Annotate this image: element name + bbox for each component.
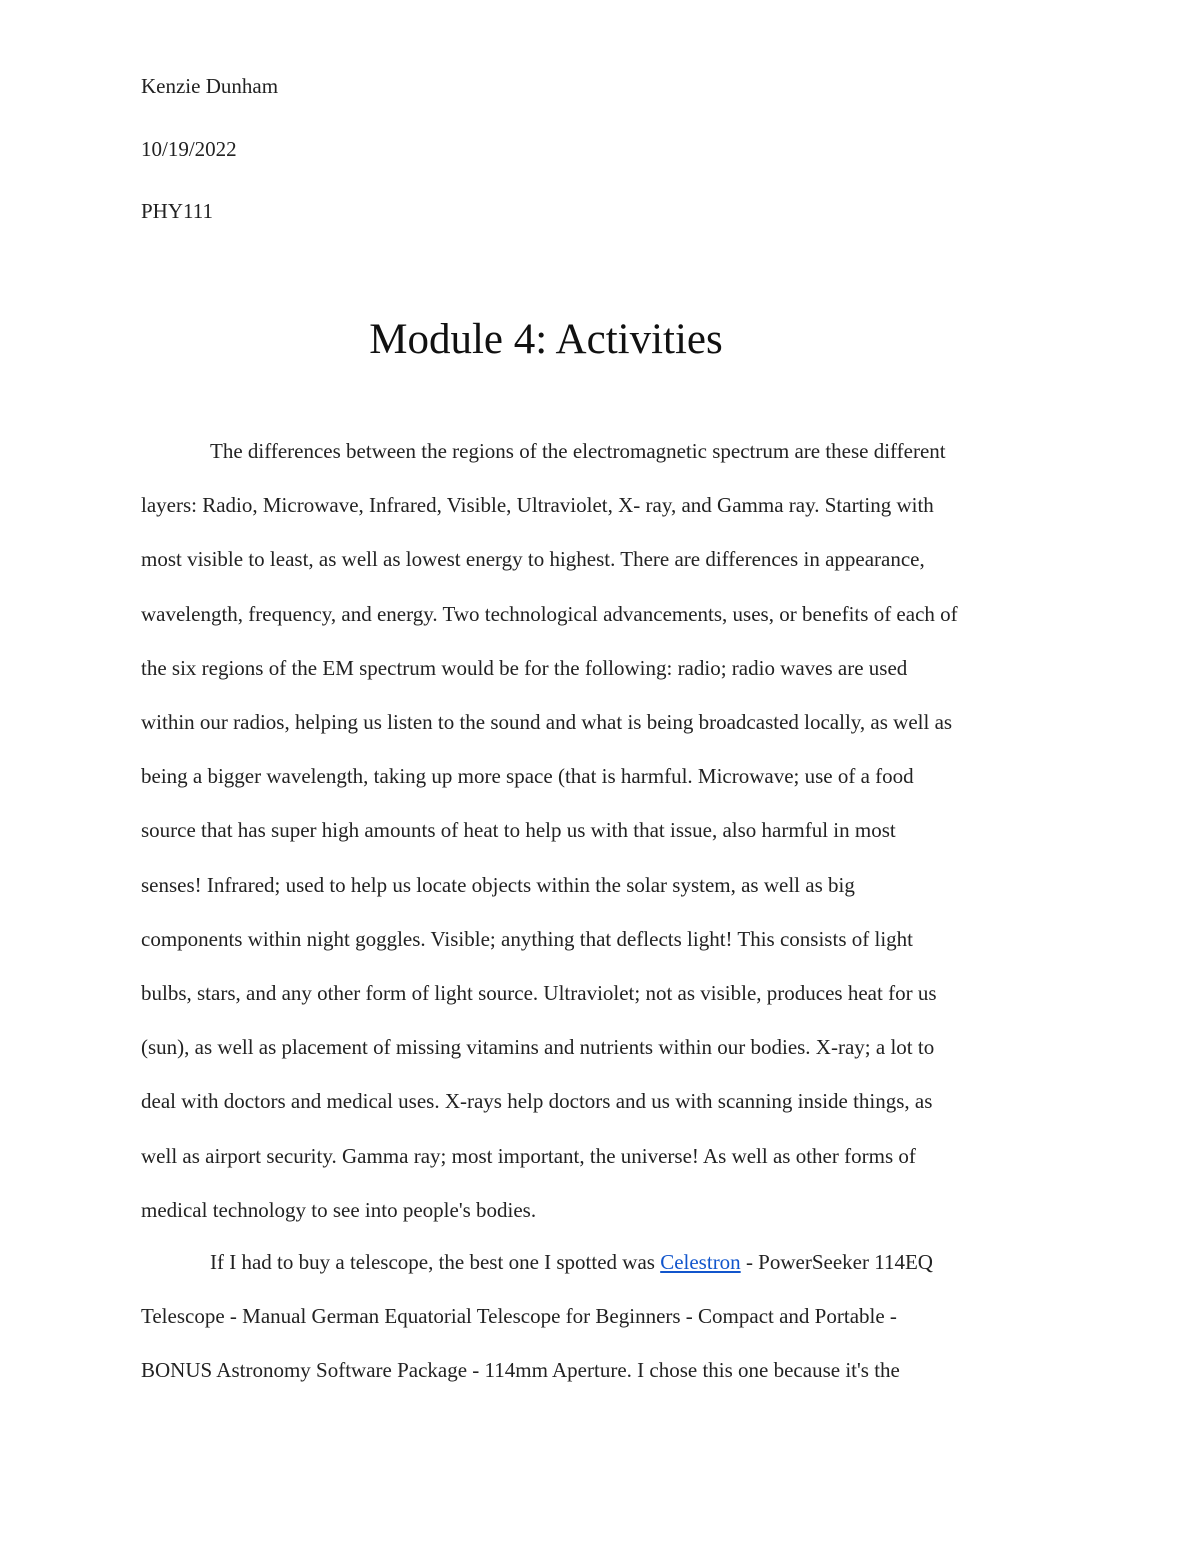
paragraph-line: components within night goggles. Visible; anything that deflects light! This consists of light — [141, 926, 913, 951]
paragraph-line: wavelength, frequency, and energy. Two technological advancements, uses, or benefits of each of — [141, 601, 958, 626]
paragraph-line: being a bigger wavelength, taking up more space (that is harmful. Microwave; use of a food — [141, 764, 914, 789]
paragraph-line: well as airport security. Gamma ray; most important, the universe! As well as other forms of — [141, 1143, 916, 1168]
paragraph-line: layers: Radio, Microwave, Infrared, Visible, Ultraviolet, X- ray, and Gamma ray. Starting with — [141, 493, 934, 518]
paragraph-line: Telescope - Manual German Equatorial Telescope for Beginners - Compact and Portable - — [141, 1304, 897, 1329]
paragraph-telescope — [141, 1235, 1061, 1398]
celestron-link[interactable]: Celestron — [660, 1250, 741, 1274]
paragraph-em-spectrum — [141, 424, 1061, 1237]
text-before-link: If I had to buy a telescope, the best one I spotted was — [210, 1250, 661, 1274]
text-after-link: - PowerSeeker 114EQ — [740, 1250, 933, 1274]
paragraph-line: medical technology to see into people's bodies. — [141, 1197, 537, 1222]
paragraph-line: The differences between the regions of the electromagnetic spectrum are these different — [210, 439, 946, 463]
paragraph-line: BONUS Astronomy Software Package - 114mm Aperture. I chose this one because it's the — [141, 1358, 900, 1383]
paragraph-line: the six regions of the EM spectrum would be for the following: radio; radio waves are used — [141, 655, 908, 680]
paragraph-line: bulbs, stars, and any other form of light source. Ultraviolet; not as visible, produces heat for us — [141, 981, 937, 1006]
paragraph-line-with-link — [141, 1235, 1061, 1289]
paragraph-line: most visible to least, as well as lowest energy to highest. There are differences in appearance, — [141, 547, 925, 572]
document-date: 10/19/2022 — [141, 137, 237, 161]
paragraph-line: within our radios, helping us listen to the sound and what is being broadcasted locally, as well as — [141, 710, 953, 735]
paragraph-line: deal with doctors and medical uses. X-rays help doctors and us with scanning inside things, as — [141, 1089, 933, 1114]
paragraph-line: senses! Infrared; used to help us locate objects within the solar system, as well as big — [141, 872, 855, 897]
paragraph-line: source that has super high amounts of heat to help us with that issue, also harmful in most — [141, 818, 896, 843]
paragraph-line: (sun), as well as placement of missing vitamins and nutrients within our bodies. X-ray; a lot to — [141, 1035, 935, 1060]
author-name: Kenzie Dunham — [141, 74, 279, 98]
course-code: PHY111 — [141, 199, 213, 223]
page-title: Module 4: Activities — [369, 316, 723, 363]
